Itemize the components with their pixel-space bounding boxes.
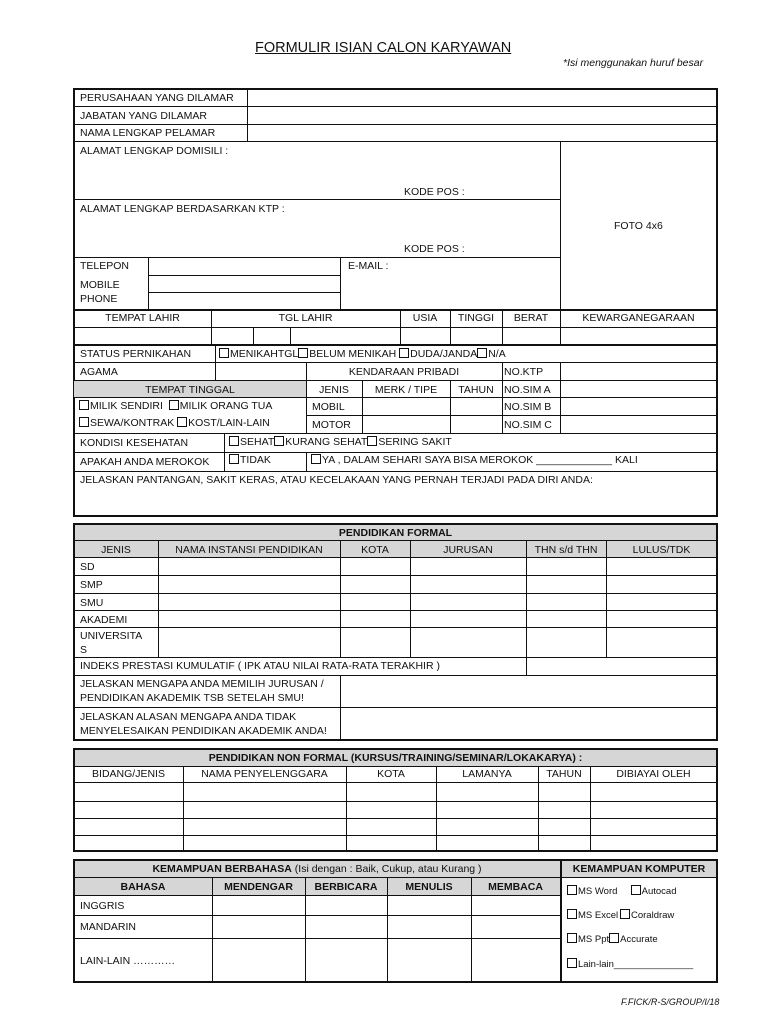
lang-row-mandarin: MANDARIN xyxy=(80,921,137,933)
rent-checkbox[interactable] xyxy=(79,417,89,427)
language-title xyxy=(74,863,560,876)
parents-house-checkbox[interactable] xyxy=(169,400,179,410)
computer-row-3 xyxy=(567,933,658,946)
height-input[interactable] xyxy=(451,328,502,344)
lang-other-input[interactable] xyxy=(213,939,559,981)
ktp-number-input[interactable] xyxy=(560,363,716,380)
smoking-yes xyxy=(311,454,638,467)
residence-options-row2 xyxy=(79,417,270,430)
edu-col-type: JENIS xyxy=(101,544,131,556)
single-option: BELUM MENIKAH xyxy=(309,348,397,360)
religion-label: AGAMA xyxy=(80,366,118,378)
computer-title: KEMAMPUAN KOMPUTER xyxy=(572,863,706,875)
nationality-header: KEWARGANEGARAAN xyxy=(582,312,695,324)
telephone-input[interactable] xyxy=(149,258,340,275)
major-question-line1: JELASKAN MENGAPA ANDA MEMILIH JURUSAN / xyxy=(80,678,324,690)
nonformal-title: PENDIDIKAN NON FORMAL (KURSUS/TRAINING/SEMINAR/LOKAKARYA) : xyxy=(208,752,583,764)
major-question-line2: PENDIDIKAN AKADEMIK TSB SETELAH SMU! xyxy=(80,692,304,704)
edu-level-university-2: S xyxy=(80,644,88,656)
nationality-input[interactable] xyxy=(561,328,716,344)
healthy-checkbox[interactable] xyxy=(229,436,239,446)
healthy-option: SEHAT xyxy=(240,436,275,448)
ms-ppt-option: MS Ppt xyxy=(578,934,610,945)
marital-label: STATUS PERNIKAHAN xyxy=(80,348,192,360)
birth-place-header: TEMPAT LAHIR xyxy=(105,312,180,324)
nonformal-row-input[interactable] xyxy=(75,783,716,801)
smoking-no xyxy=(229,454,271,467)
mobile-input-2[interactable] xyxy=(149,293,340,309)
coraldraw-option: Coraldraw xyxy=(631,910,675,921)
other-skill-checkbox[interactable] xyxy=(567,958,577,968)
edu-col-years: THN s/d THN xyxy=(534,544,598,556)
ms-word-checkbox[interactable] xyxy=(567,885,577,895)
age-input[interactable] xyxy=(401,328,450,344)
smoking-yes-option: YA , DALAM SEHARI SAYA BISA MEROKOK _____________ KALI xyxy=(322,454,638,466)
marriage-date-option: TGL xyxy=(277,348,299,360)
lang-col-writing: MENULIS xyxy=(405,881,453,893)
edu-smu-row-input[interactable] xyxy=(159,594,716,610)
car-brand-input[interactable] xyxy=(363,398,450,415)
boarding-checkbox[interactable] xyxy=(177,417,187,427)
sim-b-input[interactable] xyxy=(561,398,716,415)
own-house-checkbox[interactable] xyxy=(79,400,89,410)
often-sick-checkbox[interactable] xyxy=(367,436,377,446)
edu-sd-row-input[interactable] xyxy=(159,558,716,575)
mobile-label-2: PHONE xyxy=(80,293,118,305)
edu-col-graduated: LULUS/TDK xyxy=(632,544,691,556)
vehicle-brand-header: MERK / TIPE xyxy=(374,384,438,396)
company-label: PERUSAHAAN YANG DILAMAR xyxy=(80,92,234,104)
incomplete-answer-input[interactable] xyxy=(341,708,716,739)
coraldraw-checkbox[interactable] xyxy=(620,909,630,919)
postal-code-label-2: KODE POS : xyxy=(404,243,465,255)
lang-english-input[interactable] xyxy=(213,896,559,915)
computer-row-2 xyxy=(567,909,674,922)
ktp-number-label: NO.KTP xyxy=(504,366,544,378)
divorced-checkbox[interactable] xyxy=(399,348,409,358)
telephone-label: TELEPON xyxy=(80,260,130,272)
smoking-label: APAKAH ANDA MEROKOK xyxy=(80,456,210,468)
gpa-input[interactable] xyxy=(527,658,716,675)
accurate-checkbox[interactable] xyxy=(609,933,619,943)
edu-level-smp: SMP xyxy=(80,579,103,591)
edu-level-sd: SD xyxy=(80,561,95,573)
ms-excel-checkbox[interactable] xyxy=(567,909,577,919)
parents-house-option: MILIK ORANG TUA xyxy=(179,400,273,412)
vehicle-year-header: TAHUN xyxy=(458,384,494,396)
residence-options-row1 xyxy=(79,400,272,413)
edu-col-major: JURUSAN xyxy=(443,544,493,556)
smoking-no-checkbox[interactable] xyxy=(229,454,239,464)
form-title: FORMULIR ISIAN CALON KARYAWAN xyxy=(255,40,512,56)
lang-row-other: LAIN-LAIN ………… xyxy=(80,955,176,967)
na-option: N/A xyxy=(488,348,506,360)
age-header: USIA xyxy=(412,312,438,324)
postal-code-label-1: KODE POS : xyxy=(404,186,465,198)
less-healthy-option: KURANG SEHAT xyxy=(285,436,368,448)
nonformal-col-city: KOTA xyxy=(377,768,405,780)
height-header: TINGGI xyxy=(457,312,495,324)
motor-brand-input[interactable] xyxy=(363,416,450,433)
edu-university-row-input[interactable] xyxy=(159,628,716,657)
illness-input[interactable] xyxy=(75,489,716,515)
computer-row-4 xyxy=(567,958,693,971)
lang-mandarin-input[interactable] xyxy=(213,916,559,938)
domicile-address-label: ALAMAT LENGKAP DOMISILI : xyxy=(80,145,229,157)
smoking-no-option: TIDAK xyxy=(240,454,271,466)
car-label: MOBIL xyxy=(312,401,345,413)
formal-education-title: PENDIDIKAN FORMAL xyxy=(338,527,453,539)
domicile-address-input[interactable] xyxy=(75,160,559,184)
motor-label: MOTOR xyxy=(312,419,351,431)
email-input[interactable] xyxy=(396,258,559,308)
sim-b-label: NO.SIM B xyxy=(504,401,552,413)
residence-header: TEMPAT TINGGAL xyxy=(145,384,235,396)
ms-word-option: MS Word xyxy=(578,886,618,897)
ms-excel-option: MS Excel xyxy=(578,910,619,921)
lang-row-english: INGGRIS xyxy=(80,900,125,912)
birth-date-input[interactable] xyxy=(212,328,400,344)
lang-col-reading: MEMBACA xyxy=(488,881,543,893)
autocad-option: Autocad xyxy=(641,886,677,897)
divorced-option: DUDA/JANDA xyxy=(410,348,478,360)
single-checkbox[interactable] xyxy=(298,348,308,358)
nonformal-col-organizer: NAMA PENYELENGGARA xyxy=(201,768,328,780)
nonformal-col-field: BIDANG/JENIS xyxy=(92,768,165,780)
edu-smp-row-input[interactable] xyxy=(159,576,716,593)
married-checkbox[interactable] xyxy=(219,348,229,358)
nonformal-row-input[interactable] xyxy=(75,802,716,818)
accurate-option: Accurate xyxy=(620,934,658,945)
mobile-label-1: MOBILE xyxy=(80,279,120,291)
form-code: F.FICK/R-S/GROUP/I/18 xyxy=(621,997,720,1007)
edu-col-institution: NAMA INSTANSI PENDIDIKAN xyxy=(175,544,323,556)
form-note: *Isi menggunakan huruf besar xyxy=(563,57,704,69)
lang-col-language: BAHASA xyxy=(120,881,166,893)
sim-c-input[interactable] xyxy=(561,416,716,433)
married-option: MENIKAH xyxy=(230,348,278,360)
full-name-input[interactable] xyxy=(248,125,716,141)
vehicle-header: KENDARAAN PRIBADI xyxy=(348,366,460,378)
often-sick-option: SERING SAKIT xyxy=(378,436,452,448)
illness-question: JELASKAN PANTANGAN, SAKIT KERAS, ATAU KECELAKAAN YANG PERNAH TERJADI PADA DIRI ANDA: xyxy=(80,474,593,486)
computer-row-1 xyxy=(567,885,677,898)
position-input[interactable] xyxy=(248,107,716,124)
nonformal-col-duration: LAMANYA xyxy=(462,768,512,780)
sim-a-label: NO.SIM A xyxy=(504,384,551,396)
ktp-address-label: ALAMAT LENGKAP BERDASARKAN KTP : xyxy=(80,203,285,215)
language-title-text: KEMAMPUAN BERBAHASA xyxy=(152,863,292,875)
health-label: KONDISI KESEHATAN xyxy=(80,437,189,449)
incomplete-question-line1: JELASKAN ALASAN MENGAPA ANDA TIDAK xyxy=(80,711,297,723)
language-hint: (Isi dengan : Baik, Cukup, atau Kurang ) xyxy=(294,863,482,875)
boarding-option: KOST/LAIN-LAIN xyxy=(188,417,270,429)
edu-level-university-1: UNIVERSITA xyxy=(80,630,143,642)
marital-options xyxy=(219,348,506,361)
sim-c-label: NO.SIM C xyxy=(504,419,552,431)
rent-option: SEWA/KONTRAK xyxy=(90,417,175,429)
lang-col-speaking: BERBICARA xyxy=(314,881,378,893)
birth-place-input[interactable] xyxy=(75,328,211,344)
company-input[interactable] xyxy=(248,90,716,106)
position-label: JABATAN YANG DILAMAR xyxy=(80,110,207,122)
email-label: E-MAIL : xyxy=(348,260,389,272)
ktp-address-input[interactable] xyxy=(75,218,559,242)
photo-label: FOTO 4x6 xyxy=(614,220,663,232)
edu-level-academy: AKADEMI xyxy=(80,614,128,626)
sim-a-input[interactable] xyxy=(561,381,716,397)
edu-academy-row-input[interactable] xyxy=(159,611,716,627)
gpa-label: INDEKS PRESTASI KUMULATIF ( IPK ATAU NILAI RATA-RATA TERAKHIR ) xyxy=(80,660,440,672)
own-house-option: MILIK SENDIRI xyxy=(90,400,163,412)
lang-col-listening: MENDENGAR xyxy=(224,881,293,893)
ms-ppt-checkbox[interactable] xyxy=(567,933,577,943)
nonformal-row-input[interactable] xyxy=(75,836,716,851)
edu-col-city: KOTA xyxy=(361,544,389,556)
nonformal-row-input[interactable] xyxy=(75,819,716,835)
full-name-label: NAMA LENGKAP PELAMAR xyxy=(80,127,216,139)
nonformal-col-funded: DIBIAYAI OLEH xyxy=(616,768,691,780)
mobile-input-1[interactable] xyxy=(149,276,340,292)
nonformal-col-year: TAHUN xyxy=(546,768,582,780)
religion-input[interactable] xyxy=(215,363,306,380)
na-checkbox[interactable] xyxy=(477,348,487,358)
motor-year-input[interactable] xyxy=(451,416,502,433)
edu-level-smu: SMU xyxy=(80,597,104,609)
incomplete-question-line2: MENYELESAIKAN PENDIDIKAN AKADEMIK ANDA! xyxy=(80,725,327,737)
vehicle-type-header: JENIS xyxy=(319,384,349,396)
birth-date-header: TGL LAHIR xyxy=(278,312,333,324)
major-answer-input[interactable] xyxy=(341,676,716,707)
other-skill-option: Lain-lain_______________ xyxy=(578,959,694,970)
less-healthy-checkbox[interactable] xyxy=(274,436,284,446)
car-year-input[interactable] xyxy=(451,398,502,415)
weight-header: BERAT xyxy=(513,312,549,324)
smoking-yes-checkbox[interactable] xyxy=(311,454,321,464)
weight-input[interactable] xyxy=(503,328,560,344)
autocad-checkbox[interactable] xyxy=(631,885,641,895)
health-options xyxy=(229,436,452,449)
